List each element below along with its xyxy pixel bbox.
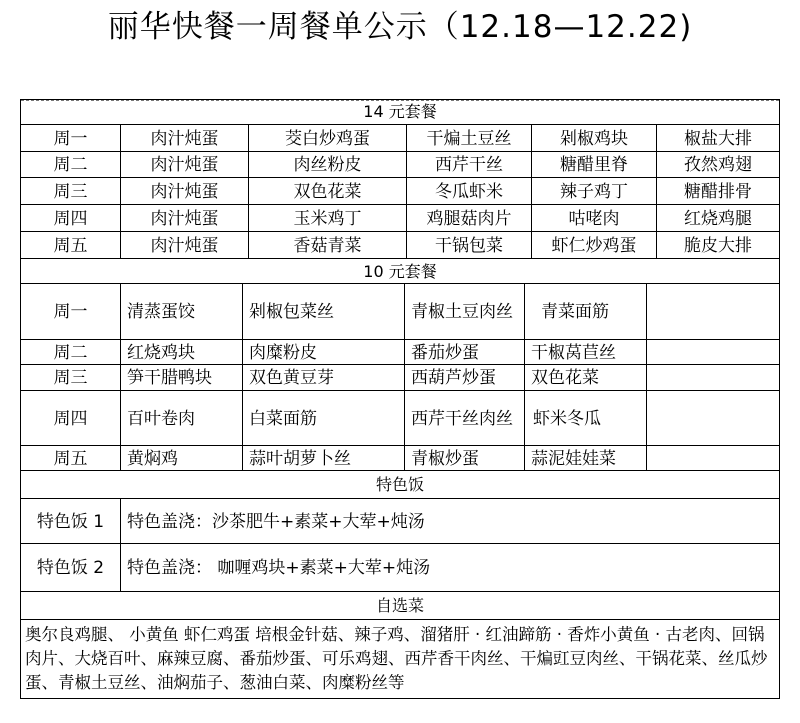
set10-empty-cell (646, 340, 779, 365)
set14-dish: 鸡腿菇肉片 (406, 205, 531, 232)
set10-dish: 干椒莴苣丝 (524, 340, 646, 365)
set10-dish: 西葫芦炒蛋 (404, 365, 524, 391)
set10-dish: 笋干腊鸭块 (120, 365, 242, 391)
set10-header: 10 元套餐 (363, 261, 437, 281)
set14-dish: 玉米鸡丁 (248, 205, 406, 232)
set10-dish: 黄焖鸡 (120, 446, 242, 471)
set10-dish: 虾米冬瓜 (524, 391, 646, 446)
set10-dish: 肉糜粉皮 (242, 340, 404, 365)
set10-dish: 西芹干丝肉丝 (404, 391, 524, 446)
set10-day: 周四 (53, 408, 88, 429)
set14-header-row (21, 100, 779, 124)
set14-dish: 肉汁炖蛋 (120, 178, 248, 205)
set10-dish: 白菜面筋 (242, 391, 404, 446)
set14-dish: 干锅包菜 (406, 232, 531, 259)
set10-dish: 双色花菜 (524, 365, 646, 391)
table-row (21, 177, 779, 205)
set10-header-row (21, 258, 779, 284)
set14-dish: 剁椒鸡块 (531, 125, 656, 152)
set14-dish: 虾仁炒鸡蛋 (531, 232, 656, 259)
set14-dish: 茭白炒鸡蛋 (248, 125, 406, 152)
set14-day: 周五 (53, 235, 88, 256)
set14-day: 周二 (53, 155, 88, 175)
set10-dish: 剁椒包菜丝 (242, 284, 404, 340)
set10-dish: 清蒸蛋饺 (120, 284, 242, 340)
table-row (21, 151, 779, 178)
selfselect-row (21, 619, 779, 698)
set14-dish: 冬瓜虾米 (406, 178, 531, 205)
special-header: 特色饭 (375, 475, 424, 494)
set14-dish: 肉汁炖蛋 (120, 205, 248, 232)
set10-empty-cell (646, 365, 779, 391)
table-row (21, 124, 779, 152)
table-row (21, 231, 779, 259)
set10-dish: 蒜叶胡萝卜丝 (242, 446, 404, 471)
table-row (21, 498, 779, 544)
set10-dish: 青椒炒蛋 (404, 446, 524, 471)
set14-header: 14 元套餐 (363, 102, 437, 121)
table-row (21, 339, 779, 365)
set14-dish: 干煸土豆丝 (406, 125, 531, 152)
set10-day: 周五 (53, 448, 88, 469)
set14-dish: 肉汁炖蛋 (120, 232, 248, 259)
special-name: 特色饭 2 (36, 558, 105, 578)
set10-empty-cell (646, 446, 779, 471)
set14-dish: 脆皮大排 (656, 232, 779, 259)
set10-dish: 双色黄豆芽 (242, 365, 404, 391)
set10-dish: 红烧鸡块 (120, 340, 242, 365)
set14-dish: 糖醋里脊 (531, 152, 656, 178)
special-header-row (21, 470, 779, 499)
set14-dish: 西芹干丝 (406, 152, 531, 178)
set14-dish: 双色花菜 (248, 178, 406, 205)
set10-day: 周三 (53, 368, 88, 388)
table-row (21, 543, 779, 592)
special-desc: 特色盖浇：沙茶肥牛+素菜+大荤+炖汤 (120, 499, 779, 544)
set14-dish: 肉汁炖蛋 (120, 152, 248, 178)
menu-table (20, 99, 780, 699)
table-row (21, 445, 779, 471)
set14-dish: 肉汁炖蛋 (120, 125, 248, 152)
selfselect-header-row (21, 591, 779, 620)
special-name: 特色饭 1 (36, 511, 105, 532)
table-row (21, 390, 779, 446)
set14-dish: 红烧鸡腿 (656, 205, 779, 232)
set10-dish: 蒜泥娃娃菜 (524, 446, 646, 471)
set10-day: 周一 (53, 302, 88, 322)
set10-dish: 百叶卷肉 (120, 391, 242, 446)
set14-dish: 辣子鸡丁 (531, 178, 656, 205)
table-row (21, 364, 779, 391)
page-title: 丽华快餐一周餐单公示（12.18—12.22) (107, 9, 693, 45)
set10-empty-cell (646, 284, 779, 340)
table-row (21, 204, 779, 232)
set10-day: 周二 (53, 342, 88, 363)
selfselect-dishes: 奥尔良鸡腿、 小黄鱼 虾仁鸡蛋 培根金针菇、辣子鸡、溜猪肝 · 红油蹄筋 · 香炸小黄鱼 · 古老肉、回锅肉片、大烧百叶、麻辣豆腐、番茄炒蛋、可乐鸡翅、西芹香干肉丝、干煸豇豆肉丝、干锅花菜、丝瓜炒蛋、青椒土豆丝、油焖茄子、葱油白菜、肉糜粉丝等 (25, 625, 768, 692)
set14-dish: 孜然鸡翅 (656, 152, 779, 178)
selfselect-header: 自选菜 (375, 596, 424, 615)
set14-day: 周三 (53, 181, 88, 202)
set14-day: 周一 (53, 128, 88, 149)
set10-dish: 番茄炒蛋 (404, 340, 524, 365)
set14-dish: 椒盐大排 (656, 125, 779, 152)
set14-day: 周四 (53, 208, 88, 229)
table-row (21, 283, 779, 340)
special-desc: 特色盖浇： 咖喱鸡块+素菜+大荤+炖汤 (120, 544, 779, 592)
set10-dish: 青菜面筋 (524, 284, 646, 340)
set14-dish: 肉丝粉皮 (248, 152, 406, 178)
set10-empty-cell (646, 391, 779, 446)
set14-dish: 香菇青菜 (248, 232, 406, 259)
set14-dish: 糖醋排骨 (656, 178, 779, 205)
set10-dish: 青椒土豆肉丝 (404, 284, 524, 340)
set14-dish: 咕咾肉 (531, 205, 656, 232)
